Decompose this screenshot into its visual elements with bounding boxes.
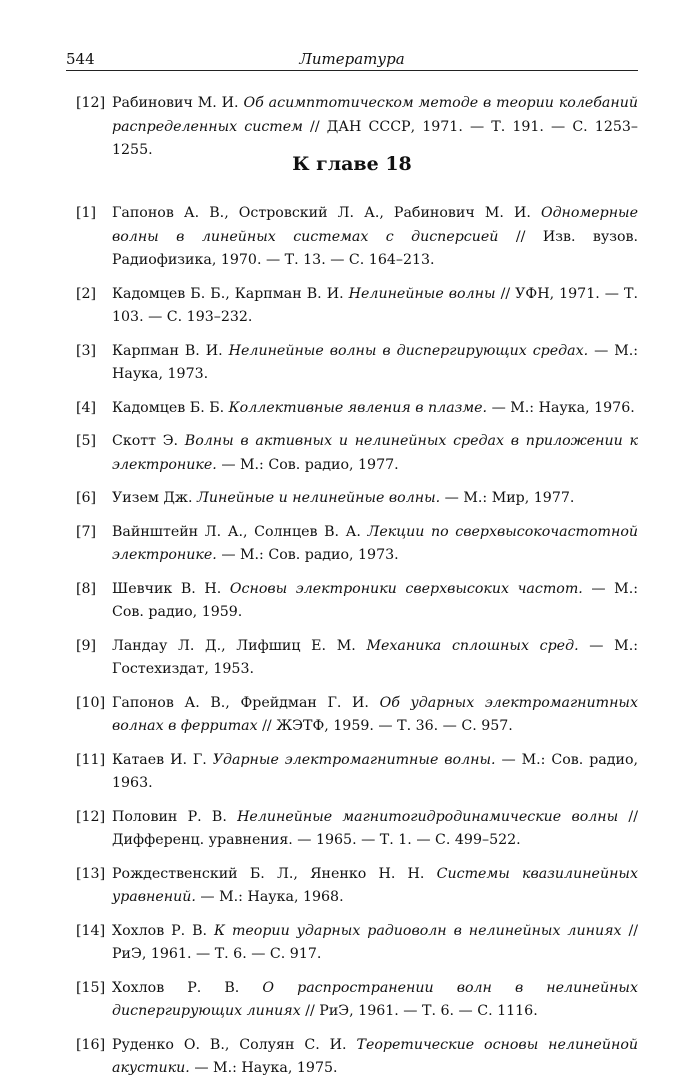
reference-authors: Хохлов Р. В. [112, 922, 208, 939]
reference-item [66, 578, 638, 625]
reference-text [112, 1034, 638, 1081]
reference-source: // Дифференц. уравнения. — 1965. — Т. 1. — С. 499–522. [112, 808, 638, 848]
reference-title: Теоретические основы нелинейной акустики. [112, 1036, 638, 1076]
reference-title: Волны в активных и нелинейных средах в приложении к электронике. [112, 433, 638, 473]
reference-title: Коллективные явления в плазме. [228, 399, 488, 416]
reference-text [112, 920, 638, 967]
reference-number: [14] [76, 922, 106, 939]
reference-authors: Катаев И. Г. [112, 751, 207, 768]
reference-source: — М.: Сов. радио, 1963. [112, 751, 638, 791]
reference-item [66, 202, 638, 273]
reference-title: Об асимптотическом методе в теории колебаний распределенных систем [112, 95, 639, 135]
reference-authors: Половин Р. В. [112, 808, 227, 825]
reference-number: [4] [76, 399, 97, 416]
reference-title: К теории ударных радиоволн в нелинейных линиях [214, 922, 622, 939]
reference-source: — М.: Гостехиздат, 1953. [112, 637, 638, 677]
reference-title: Нелинейные волны в диспергирующих средах. [228, 342, 589, 359]
reference-text [112, 521, 638, 568]
reference-item [66, 692, 638, 739]
reference-text [112, 635, 638, 682]
reference-number: [16] [76, 1036, 106, 1053]
reference-authors: Хохлов Р. В. [112, 979, 240, 996]
running-title: Литература [299, 50, 405, 68]
reference-text [112, 283, 638, 330]
reference-title: Лекции по сверхвысокочастотной электронике. [112, 523, 639, 563]
reference-text [112, 397, 638, 421]
reference-number: [12] [76, 808, 106, 825]
reference-authors: Шевчик В. Н. [112, 580, 222, 597]
reference-item [66, 92, 638, 163]
reference-source: — М.: Наука, 1975. [194, 1060, 338, 1076]
reference-title: Линейные и нелинейные волны. [197, 490, 441, 506]
reference-list [66, 202, 638, 1091]
reference-source: — М.: Наука, 1973. [112, 342, 639, 382]
reference-source: — М.: Наука, 1968. [200, 889, 344, 905]
reference-number: [3] [76, 342, 97, 359]
reference-text [112, 578, 638, 625]
reference-title: Нелинейные магнитогидродинамические волны [237, 808, 619, 825]
reference-number: [9] [76, 637, 97, 654]
reference-text [112, 430, 638, 477]
reference-item [66, 521, 638, 568]
running-header [66, 44, 638, 71]
reference-source: — М.: Сов. радио, 1977. [221, 456, 399, 473]
reference-authors: Кадомцев Б. Б. [112, 399, 225, 416]
reference-source: — М.: Сов. радио, 1959. [112, 580, 638, 620]
reference-number: [7] [76, 523, 97, 540]
reference-text [112, 749, 638, 796]
reference-source: — М.: Мир, 1977. [444, 490, 575, 506]
reference-authors: Рождественский Б. Л., Яненко Н. Н. [112, 865, 425, 882]
reference-item [66, 863, 638, 910]
reference-item [66, 397, 638, 421]
reference-source: // УФН, 1971. — Т. 103. — С. 193–232. [112, 285, 638, 325]
reference-number: [15] [76, 979, 106, 996]
reference-authors: Руденко О. В., Солуян С. И. [112, 1036, 347, 1053]
reference-number: [1] [76, 205, 97, 221]
reference-title: Нелинейные волны [348, 285, 496, 302]
reference-source: — М.: Наука, 1976. [491, 399, 635, 416]
reference-title: О распространении волн в нелинейных диспергирующих линиях [112, 979, 638, 1019]
reference-authors: Скотт Э. [112, 433, 179, 449]
reference-authors: Гапонов А. В., Фрейдман Г. И. [112, 694, 369, 711]
page-number: 544 [66, 50, 95, 68]
reference-text [112, 863, 638, 910]
reference-item [66, 1034, 638, 1081]
reference-number: [11] [76, 751, 106, 768]
reference-source: // Изв. вузов. Радиофизика, 1970. — Т. 13. — С. 164–213. [112, 228, 638, 268]
reference-authors: Рабинович М. И. [112, 95, 239, 111]
reference-authors: Уизем Дж. [112, 490, 193, 506]
reference-item [66, 487, 638, 511]
reference-title: Основы электроники сверхвысоких частот. [229, 580, 583, 597]
reference-source: // РиЭ, 1961. — Т. 6. — С. 917. [112, 922, 638, 962]
reference-text [112, 202, 638, 273]
reference-item [66, 340, 638, 387]
chapter-heading: К главе 18 [292, 153, 412, 175]
reference-number: [8] [76, 580, 97, 597]
reference-authors: Карпман В. И. [112, 342, 223, 359]
reference-text [112, 806, 638, 853]
reference-title: Системы квазилинейных уравнений. [112, 865, 638, 905]
reference-number: [13] [76, 865, 106, 882]
reference-number: [10] [76, 694, 106, 711]
reference-authors: Ландау Л. Д., Лифшиц Е. М. [112, 637, 356, 654]
reference-number: [6] [76, 490, 97, 506]
reference-number: [5] [76, 433, 97, 449]
reference-text [112, 340, 638, 387]
reference-item [66, 749, 638, 796]
reference-authors: Вайнштейн Л. А., Солнцев В. А. [112, 523, 361, 540]
reference-text [112, 977, 638, 1024]
reference-text [112, 692, 638, 739]
reference-number: [2] [76, 285, 97, 302]
reference-text [112, 92, 638, 163]
reference-authors: Гапонов А. В., Островский Л. А., Рабинович М. И. [112, 205, 531, 221]
reference-source: — М.: Сов. радио, 1973. [221, 547, 399, 563]
reference-text [112, 487, 638, 511]
reference-authors: Кадомцев Б. Б., Карпман В. И. [112, 285, 344, 302]
reference-title: Об ударных электромагнитных волнах в ферритах [112, 694, 638, 734]
reference-item [66, 977, 638, 1024]
reference-source: // РиЭ, 1961. — Т. 6. — С. 1116. [305, 1003, 538, 1019]
reference-item [66, 920, 638, 967]
reference-title: Механика сплошных сред. [366, 637, 579, 654]
reference-source: // ЖЭТФ, 1959. — Т. 36. — С. 957. [262, 718, 513, 734]
reference-item [66, 806, 638, 853]
reference-item [66, 283, 638, 330]
reference-title: Одномерные волны в линейных системах с дисперсией [112, 205, 638, 245]
reference-item [66, 635, 638, 682]
reference-title: Ударные электромагнитные волны. [212, 751, 496, 768]
reference-source: // ДАН СССР, 1971. — Т. 191. — С. 1253–1255. [112, 118, 638, 158]
reference-number: [12] [76, 95, 106, 111]
reference-item [66, 430, 638, 477]
